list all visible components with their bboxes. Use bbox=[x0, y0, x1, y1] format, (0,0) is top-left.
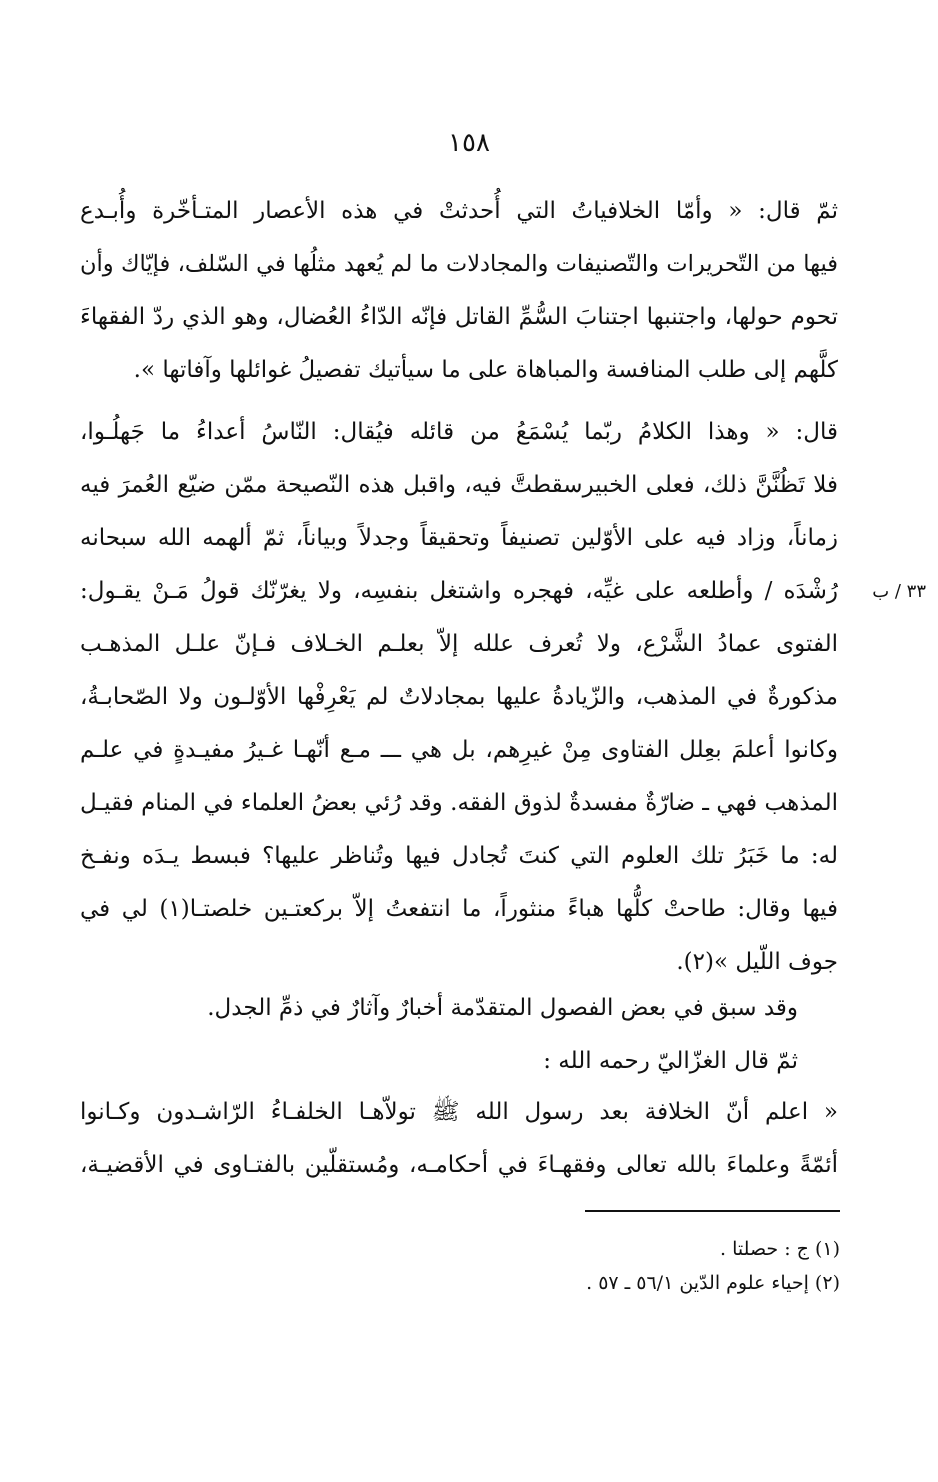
text-line: فيها وقال: طاحتْ كلُّها هباءً منثوراً، ما انتفعتُ إلاّ بركعتـين خلصتـا(١) لي في bbox=[80, 896, 838, 922]
footnote: (١) ج : حصلتا . bbox=[720, 1238, 840, 1260]
paragraph-1 bbox=[80, 185, 838, 397]
text-line: فلا تَظُنَّنَّ ذلك، فعلى الخبيرسقطتَّ فيه، واقبل هذه النّصيحة ممّن ضيّع العُمرَ فيه bbox=[80, 472, 838, 498]
footnote-divider bbox=[585, 1210, 840, 1212]
margin-folio-note: ٣٣ / ب bbox=[872, 581, 926, 602]
text-line: قال: « وهذا الكلامُ ربّما يُسْمَعُ من قائله فيُقال: النّاسُ أعداءُ ما جَهلُـوا، bbox=[80, 419, 838, 445]
paragraph-4 bbox=[80, 1086, 838, 1192]
page-number: ١٥٨ bbox=[448, 128, 490, 158]
text-line: ثمّ قال: « وأمّا الخلافياتُ التي أُحدثتْ في هذه الأعصار المتـأخّرة وأُبـدع bbox=[80, 198, 838, 224]
text-line: تحوم حولها، واجتنبها اجتنابَ السُّمِّ القاتل فإنّه الدّاءُ العُضال، وهو الذي ردّ الفقهاءَ bbox=[80, 304, 838, 330]
text-line: وكانوا أعلمَ بعِلل الفتاوى مِنْ غيرِهم، بل هي ـــ مـع أنّهـا غـيرُ مفيـدةٍ في علـم bbox=[80, 737, 838, 763]
text-line: المذهب فهي ـ ضارّةٌ مفسدةٌ لذوق الفقه. وقد رُئي بعضُ العلماء في المنام فقيـل bbox=[80, 790, 838, 816]
text-line: ثمّ قال الغزّاليّ رحمه الله : bbox=[543, 1048, 798, 1074]
text-line: مذكورةٌ في المذهب، والزّيادةُ عليها بمجادلاتٌ لم يَعْرِفْها الأوّلـون ولا الصّحابـةُ، bbox=[80, 684, 838, 710]
text-line: رُشْدَه / وأطلعه على غيِّه، فهجره واشتغل بنفسِه، ولا يغرّنّك قولُ مَـنْ يقـول: bbox=[80, 578, 838, 604]
text-line: أئمّةً وعلماءَ بالله تعالى وفقهـاءَ في أحكامـه، ومُستقلّين بالفتـاوى في الأقضيـة، bbox=[80, 1152, 838, 1178]
paragraph-3 bbox=[80, 982, 838, 1088]
paragraph-2 bbox=[80, 406, 838, 989]
text-line: « اعلم أنّ الخلافة بعد رسول الله ﷺ تولاّهـا الخلفـاءُ الرّاشـدون وكـانوا bbox=[80, 1099, 838, 1125]
text-line: زماناً، وزاد فيه على الأوّلين تصنيفاً وتحقيقاً وجدلاً وبياناً، ثمّ ألهمه الله سبحانه bbox=[80, 525, 838, 551]
text-line: كلَّهم إلى طلب المنافسة والمباهاة على ما سيأتيك تفصيلُ غوائلها وآفاتها ». bbox=[133, 357, 838, 383]
footnotes bbox=[300, 1232, 840, 1300]
text-line: له: ما خَبَرُ تلك العلوم التي كنتَ تُجادل فيها وتُناظر عليها؟ فبسط يـدَه ونفـخ bbox=[80, 843, 838, 869]
text-line: وقد سبق في بعض الفصول المتقدّمة أخبارٌ وآثارٌ في ذمِّ الجدل. bbox=[207, 995, 798, 1021]
footnote: (٢) إحياء علوم الدّين ٥٦/١ ـ ٥٧ . bbox=[586, 1272, 840, 1294]
text-line: جوف اللّيل »(٢). bbox=[676, 949, 838, 975]
text-line: فيها من التّحريرات والتّصنيفات والمجادلات ما لم يُعهد مثلُها في السّلف، فإيّاك وأن bbox=[80, 251, 838, 277]
text-line: الفتوى عمادُ الشَّرْع، ولا تُعرف علله إلاّ بعلـم الخـلاف فـإنّ علـل المذهـب bbox=[80, 631, 838, 657]
